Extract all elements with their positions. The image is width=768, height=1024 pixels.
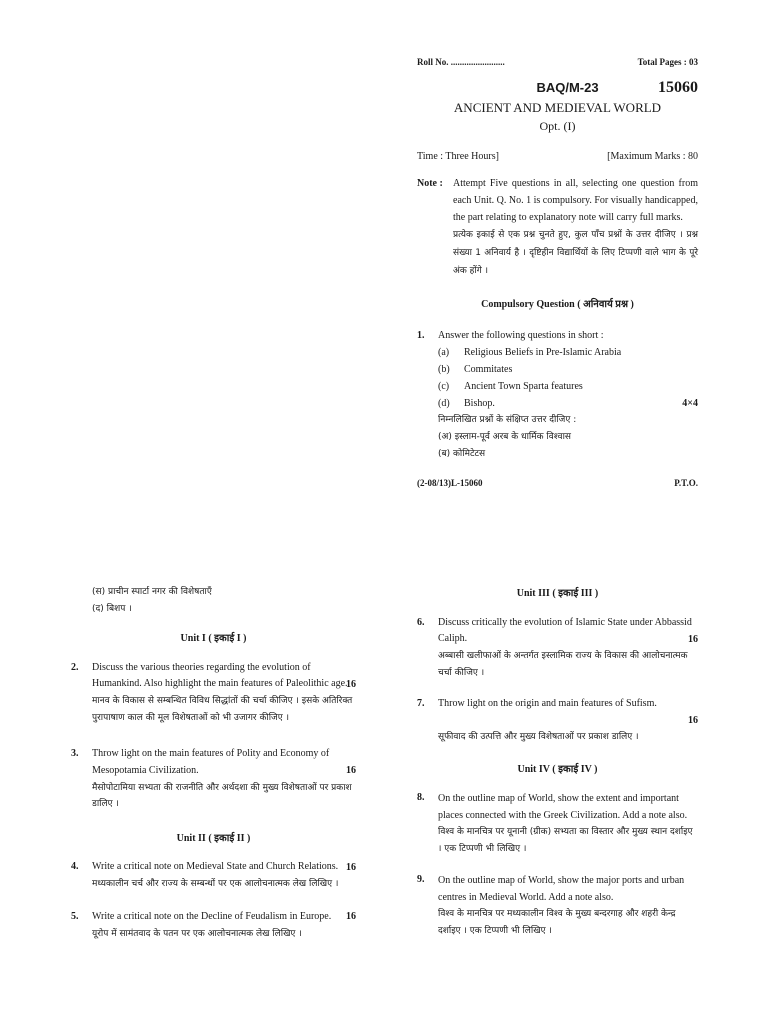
question-text: Answer the following questions in short : (438, 330, 604, 341)
compulsory-heading: Compulsory Question ( अनिवार्य प्रश्न ) (481, 299, 634, 310)
note (417, 175, 698, 280)
footer-code: (2-08/13)L-15060 (417, 478, 483, 488)
note-english: Attempt Five questions in all, selecting one question from each Unit. Q. No. 1 is compulsory. For visually handicapped, the part relating to explanatory note will carry full marks. (453, 178, 698, 223)
question-number: 1. (417, 330, 425, 341)
question-9: 9. On the outline map of World, show the major ports and urban centres in Medieval World. Add a note also. विश्व के मानचित्र पर मध्यकालीन विश्व के मुख्य बन्दरगाह और शहरी केन्द्र दर्शाइए । एक टिप्पणी भी लिखिए । (417, 872, 698, 940)
unit-heading: Unit II ( इकाई II ) (176, 832, 251, 844)
paper-number: 15060 (658, 79, 698, 96)
question-text-hindi: मानव के विकास से सम्बन्धित विविध सिद्धांतों की चर्चा कीजिए । इसके अतिरिक्त पुरापाषाण काल की मूल विशेषताओं को भी उजागर कीजिए । (92, 696, 353, 723)
time: Time : Three Hours] (417, 151, 499, 162)
code-row (417, 79, 698, 96)
question-text: Throw light on the main features of Polity and Economy of Mesopotamia Civilization. (92, 748, 330, 776)
question-1 (417, 327, 698, 463)
unit-heading: Unit I ( इकाई I ) (180, 633, 247, 644)
pto: P.T.O. (674, 478, 698, 488)
roll-no: Roll No. ........................ (417, 57, 505, 67)
paper-title: ANCIENT AND MEDIEVAL WORLD (453, 100, 662, 115)
question-2: 2. Discuss the various theories regarding the evolution of Humankind. Also highlight the main features of Paleolithic age. 16 मानव के विकास से सम्बन्धित विविध सिद्धांतों की चर्चा कीजिए । इसके अतिरिक्त पुरापाषाण काल की मूल विशेषताओं को भी उजागर कीजिए । (71, 660, 356, 727)
paper-opt: Opt. (I) (539, 119, 576, 133)
page-1 (417, 54, 698, 492)
page-2-right-column (417, 584, 698, 940)
question-text: Discuss critically the evolution of Islamic State under Abbassid Caliph. (438, 616, 692, 644)
sub-question: (c) Ancient Town Sparta features (438, 381, 583, 392)
sub-question-hindi: (अ) इस्लाम-पूर्व अरब के धार्मिक विश्वास (438, 432, 571, 442)
question-text-hindi: यूरोप में सामंतवाद के पतन पर एक आलोचनात्मक लेख लिखिए । (92, 928, 302, 939)
note-label: Note : (417, 178, 443, 189)
question-marks: 4×4 (682, 398, 698, 409)
paper-code: BAQ/M-23 (536, 80, 599, 95)
question-6: 6. Discuss critically the evolution of Islamic State under Abbassid Caliph. 16 अब्बासी खलीफाओं के अन्तर्गत इस्लामिक राज्य के विकास की आलोचनात्मक चर्चा कीजिए । (417, 615, 698, 683)
header-row (417, 54, 698, 71)
note-hindi: प्रत्येक इकाई से एक प्रश्न चुनते हुए, कुल पाँच प्रश्नों के उत्तर दीजिए । प्रश्न संख्या 1 अनिवार्य है । दृष्टिहीन विद्यार्थियों के लिए टिप्पणी वाले भाग के पूरे अंक होंगे । (453, 230, 698, 276)
question-marks: 16 (346, 911, 356, 922)
question-text-hindi: विश्व के मानचित्र पर मध्यकालीन विश्व के मुख्य बन्दरगाह और शहरी केन्द्र दर्शाइए । एक टिप्पणी भी लिखिए । (438, 909, 676, 936)
question-text-hindi: सूफीवाद की उत्पत्ति और मुख्य विशेषताओं पर प्रकाश डालिए । (438, 732, 639, 742)
question-text-hindi: अब्बासी खलीफाओं के अन्तर्गत इस्लामिक राज्य के विकास की आलोचनात्मक चर्चा कीजिए । (438, 651, 688, 678)
unit-heading: Unit III ( इकाई III ) (516, 588, 599, 599)
question-4: 4. Write a critical note on Medieval State and Church Relations. 16 मध्यकालीन चर्च और राज्य के सम्बन्धों पर एक आलोचनात्मक लेख लिखिए । (71, 859, 356, 893)
unit-heading: Unit IV ( इकाई IV ) (517, 763, 598, 775)
page-footer (417, 475, 698, 492)
question-text-hindi: निम्नलिखित प्रश्नों के संक्षिप्त उत्तर दीजिए : (438, 415, 577, 425)
question-marks: 16 (688, 714, 698, 726)
question-marks: 16 (346, 765, 356, 776)
sub-question-hindi: (द) बिशप । (92, 603, 132, 614)
sub-question-hindi: (स) प्राचीन स्पार्टा नगर की विशेषताएँ (92, 587, 212, 597)
question-marks: 16 (346, 678, 356, 690)
question-text: Write a critical note on the Decline of Feudalism in Europe. (92, 910, 332, 922)
question-text: On the outline map of World, show the major ports and urban centres in Medieval World. Add a note also. (438, 875, 685, 903)
question-text: Discuss the various theories regarding the evolution of Humankind. Also highlight the main features of Paleolithic age. (92, 661, 348, 689)
sub-question: (d) Bishop. 4×4 (438, 395, 698, 412)
question-3: 3. Throw light on the main features of Polity and Economy of Mesopotamia Civilization. 16 मैसोपोटामिया सभ्यता की राजनीति और अर्थदशा की मुख्य विशेषताओं पर प्रकाश डालिए । (71, 746, 356, 813)
sub-question-hindi: (ब) कोमिटेटस (438, 449, 486, 459)
time-marks-row (417, 148, 698, 165)
question-7: 7. Throw light on the origin and main features of Sufism. 16 सूफीवाद की उत्पत्ति और मुख्य विशेषताओं पर प्रकाश डालिए । (417, 696, 698, 746)
question-marks: 16 (688, 633, 698, 645)
question-text: Write a critical note on Medieval State and Church Relations. (92, 861, 339, 872)
question-text-hindi: मध्यकालीन चर्च और राज्य के सम्बन्धों पर एक आलोचनात्मक लेख लिखिए । (92, 879, 339, 889)
sub-question: (b) Commitates (438, 364, 513, 375)
sub-question: (a) Religious Beliefs in Pre-Islamic Arabia (438, 347, 622, 358)
page-2-left-column (71, 584, 356, 942)
question-text-hindi: विश्व के मानचित्र पर यूनानी (ग्रीक) सभ्यता का विस्तार और मुख्य स्थान दर्शाइए । एक टिप्पणी भी लिखिए । (438, 827, 693, 854)
question-text-hindi: मैसोपोटामिया सभ्यता की राजनीति और अर्थदशा की मुख्य विशेषताओं पर प्रकाश डालिए । (92, 782, 352, 809)
question-marks: 16 (346, 861, 356, 873)
question-text: On the outline map of World, show the extent and important places connected with the Greek Civilization. Add a note also. (438, 793, 688, 821)
max-marks: [Maximum Marks : 80 (607, 151, 698, 162)
total-pages: Total Pages : 03 (637, 57, 698, 67)
question-text: Throw light on the origin and main features of Sufism. (438, 698, 657, 709)
question-5: 5. Write a critical note on the Decline of Feudalism in Europe. 16 यूरोप में सामंतवाद के पतन पर एक आलोचनात्मक लेख लिखिए । (71, 909, 356, 943)
question-8: 8. On the outline map of World, show the extent and important places connected with the Greek Civilization. Add a note also. विश्व के मानचित्र पर यूनानी (ग्रीक) सभ्यता का विस्तार और मुख्य स्थान दर्शाइए । एक टिप्पणी भी लिखिए । (417, 790, 698, 858)
